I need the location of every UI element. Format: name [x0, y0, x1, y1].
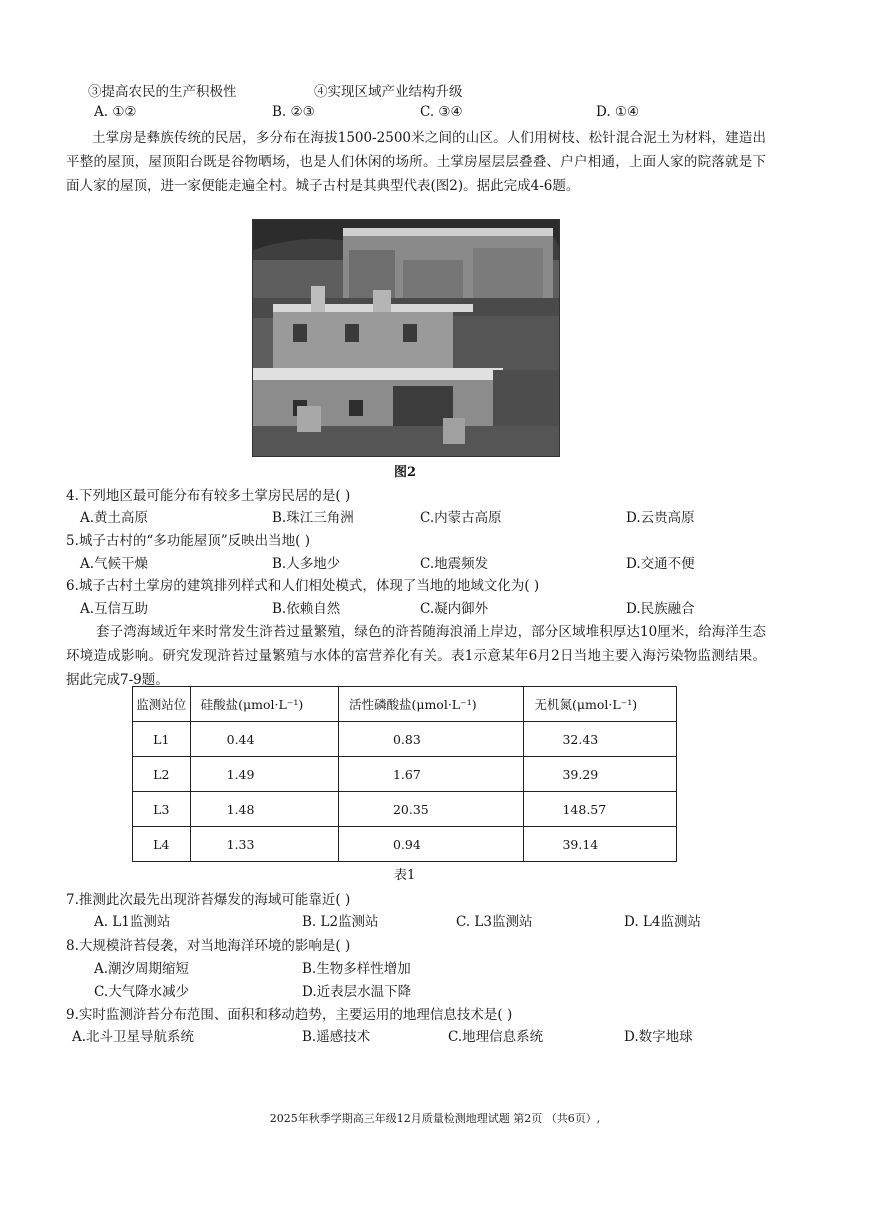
question-4-options [80, 506, 780, 528]
option-a[interactable]: A. ①② [94, 104, 137, 120]
table-row [133, 757, 677, 792]
table-cell: L3 [133, 792, 191, 827]
options-row-q3 [94, 104, 794, 126]
question-8-options-row2 [94, 980, 794, 1002]
table-header-cell: 活性磷酸盐(μmol·L⁻¹) [338, 687, 524, 722]
question-7-options [94, 910, 794, 932]
passage-4-6: 土掌房是彝族传统的民居，多分布在海拔1500-2500米之间的山区。人们用树枝、松针混合泥土为材料，建造出平整的屋顶，屋顶阳台既是谷物晒场，也是人们休闲的场所。土掌房屋层层叠叠、户户相通，上面人家的院落就是下面人家的屋顶，进一家便能走遍全村。城子古村是其典型代表(图2)。据此完成4-6题。 [66, 130, 766, 194]
table-cell: L4 [133, 827, 191, 862]
table-header-cell: 硅酸盐(μmol·L⁻¹) [190, 687, 338, 722]
figure-2-photo [252, 219, 560, 457]
table-cell: 0.44 [190, 722, 338, 757]
q7-option-a[interactable]: A. L1监测站 [94, 914, 171, 930]
table-row [133, 827, 677, 862]
q6-option-c[interactable]: C.凝内御外 [420, 601, 489, 617]
q9-option-d[interactable]: D.数字地球 [624, 1029, 693, 1045]
q6-option-a[interactable]: A.互信互助 [80, 601, 149, 617]
statement-3: ③提高农民的生产积极性 [88, 84, 237, 100]
monitoring-table [132, 686, 677, 862]
q9-option-b[interactable]: B.遥感技术 [302, 1029, 371, 1045]
q5-option-d[interactable]: D.交通不便 [626, 556, 695, 572]
question-8-stem: 8.大规模浒苔侵袭，对当地海洋环境的影响是( ) [66, 938, 351, 954]
table-cell: 32.43 [524, 722, 677, 757]
question-8-options-row1 [94, 957, 794, 979]
q4-option-a[interactable]: A.黄土高原 [80, 510, 149, 526]
question-9-options [72, 1025, 792, 1047]
question-5-stem: 5.城子古村的“多功能屋顶”反映出当地( ) [66, 533, 311, 549]
q9-option-a[interactable]: A.北斗卫星导航系统 [72, 1029, 195, 1045]
q4-option-c[interactable]: C.内蒙古高原 [420, 510, 502, 526]
q6-option-b[interactable]: B.依赖自然 [272, 601, 341, 617]
option-c[interactable]: C. ③④ [420, 104, 463, 120]
question-5-options [80, 552, 780, 574]
figure-2-caption: 图2 [394, 465, 417, 480]
table-1-caption: 表1 [394, 868, 416, 883]
table-cell: L2 [133, 757, 191, 792]
table-cell: 148.57 [524, 792, 677, 827]
q8-option-d[interactable]: D.近表层水温下降 [302, 984, 412, 1000]
q6-option-d[interactable]: D.民族融合 [626, 601, 695, 617]
table-cell: 20.35 [338, 792, 524, 827]
question-4-stem: 4.下列地区最可能分布有较多土掌房民居的是( ) [66, 488, 351, 504]
q7-option-d[interactable]: D. L4监测站 [624, 914, 701, 930]
table-cell: 39.14 [524, 827, 677, 862]
table-cell: L1 [133, 722, 191, 757]
question-6-stem: 6.城子古村土掌房的建筑排列样式和人们相处模式，体现了当地的地域文化为( ) [66, 578, 540, 594]
table-header-cell: 监测站位 [133, 687, 191, 722]
q4-option-d[interactable]: D.云贵高原 [626, 510, 695, 526]
page-footer: 2025年秋季学期高三年级12月质量检测地理试题 第2页 （共6页）, [269, 1112, 601, 1125]
table-cell: 39.29 [524, 757, 677, 792]
table-row [133, 792, 677, 827]
statement-4: ④实现区域产业结构升级 [314, 84, 463, 100]
table-cell: 0.94 [338, 827, 524, 862]
q8-option-a[interactable]: A.潮汐周期缩短 [94, 961, 190, 977]
table-cell: 1.48 [190, 792, 338, 827]
question-9-stem: 9.实时监测浒苔分布范围、面积和移动趋势，主要运用的地理信息技术是( ) [66, 1007, 513, 1023]
q8-option-c[interactable]: C.大气降水减少 [94, 984, 190, 1000]
q7-option-c[interactable]: C. L3监测站 [456, 914, 533, 930]
option-d[interactable]: D. ①④ [596, 104, 640, 120]
table-row [133, 722, 677, 757]
q5-option-b[interactable]: B.人多地少 [272, 556, 341, 572]
option-b[interactable]: B. ②③ [272, 104, 315, 120]
table-header-row [133, 687, 677, 722]
table-cell: 0.83 [338, 722, 524, 757]
q9-option-c[interactable]: C.地理信息系统 [448, 1029, 544, 1045]
table-cell: 1.33 [190, 827, 338, 862]
q5-option-c[interactable]: C.地震频发 [420, 556, 489, 572]
question-7-stem: 7.推测此次最先出现浒苔爆发的海域可能靠近( ) [66, 892, 351, 908]
table-cell: 1.67 [338, 757, 524, 792]
table-header-cell: 无机氮(μmol·L⁻¹) [524, 687, 677, 722]
q8-option-b[interactable]: B.生物多样性增加 [302, 961, 411, 977]
passage-7-9: 套子湾海域近年来时常发生浒苔过量繁殖，绿色的浒苔随海浪涌上岸边，部分区域堆积厚达10厘米，给海洋生态环境造成影响。研究发现浒苔过量繁殖与水体的富营养化有关。表1示意某年6月2日当地主要入海污染物监测结果。据此完成7-9题。 [66, 624, 766, 688]
q7-option-b[interactable]: B. L2监测站 [302, 914, 379, 930]
question-6-options [80, 597, 780, 619]
q4-option-b[interactable]: B.珠江三角洲 [272, 510, 354, 526]
q5-option-a[interactable]: A.气候干燥 [80, 556, 149, 572]
table-cell: 1.49 [190, 757, 338, 792]
